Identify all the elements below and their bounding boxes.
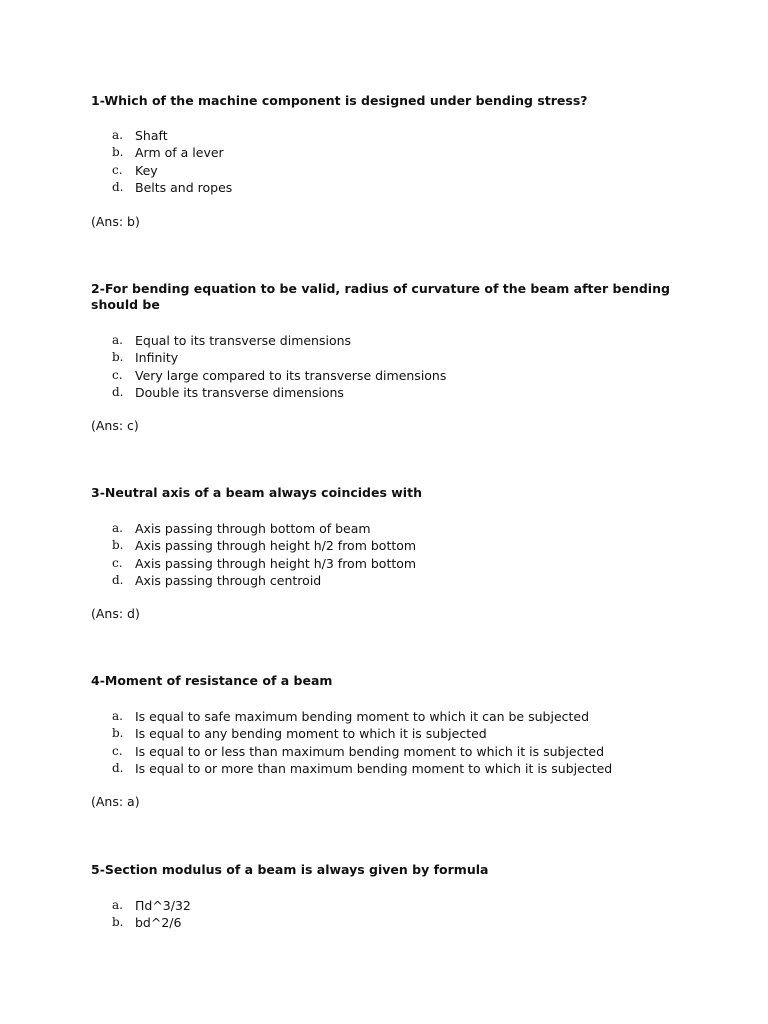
option-letter: a. [112, 128, 123, 142]
answer-text: (Ans: d) [91, 606, 140, 622]
answer-text: (Ans: b) [91, 214, 140, 230]
option-letter: a. [112, 521, 123, 535]
option-letter: a. [112, 898, 123, 912]
option-text: Is equal to any bending moment to which it is subjected [135, 726, 487, 742]
option-text: Belts and ropes [135, 179, 233, 195]
option-letter: d. [112, 179, 124, 194]
option-text: Is equal to or less than maximum bending moment to which it is subjected [135, 743, 605, 759]
option-text: Πd^3/32 [135, 898, 191, 913]
answer-text: (Ans: a) [91, 794, 140, 810]
question-5 [91, 862, 691, 932]
option-letter: c. [112, 555, 123, 570]
option-a [91, 708, 691, 725]
option-letter: d. [112, 384, 124, 399]
question-1 [91, 93, 691, 230]
option-text: Double its transverse dimensions [135, 384, 344, 400]
option-letter: b. [112, 915, 124, 930]
option-text: Axis passing through height h/2 from bottom [135, 538, 417, 554]
option-a [91, 897, 691, 914]
option-text: Axis passing through centroid [135, 572, 322, 588]
option-list [91, 332, 691, 401]
option-text: bd^2/6 [135, 915, 182, 931]
option-b [91, 725, 691, 742]
option-letter: b. [112, 145, 124, 160]
option-b [91, 349, 691, 366]
question-title: 5-Section modulus of a beam is always given by formula [91, 862, 489, 877]
option-c [91, 743, 691, 760]
option-text: Arm of a lever [135, 145, 224, 161]
option-a [91, 332, 691, 349]
option-text: Key [135, 162, 158, 178]
option-list [91, 520, 691, 589]
option-d [91, 760, 691, 777]
question-3 [91, 485, 691, 622]
option-a [91, 520, 691, 537]
option-letter: d. [112, 572, 124, 587]
option-d [91, 572, 691, 589]
option-b [91, 914, 691, 931]
option-d [91, 179, 691, 196]
option-letter: b. [112, 350, 124, 365]
option-text: Shaft [135, 128, 168, 143]
option-letter: d. [112, 760, 124, 775]
option-b [91, 537, 691, 554]
question-title: 1-Which of the machine component is designed under bending stress? [91, 93, 588, 108]
option-b [91, 144, 691, 161]
option-d [91, 384, 691, 401]
option-c [91, 367, 691, 384]
option-letter: b. [112, 538, 124, 553]
option-c [91, 555, 691, 572]
option-text: Very large compared to its transverse dimensions [135, 367, 447, 383]
option-text: Is equal to or more than maximum bending moment to which it is subjected [135, 760, 613, 776]
question-title: 2-For bending equation to be valid, radius of curvature of the beam after bending should be [91, 281, 670, 312]
option-c [91, 162, 691, 179]
question-2 [91, 281, 691, 434]
option-letter: b. [112, 726, 124, 741]
option-letter: a. [112, 709, 123, 723]
question-4 [91, 673, 691, 810]
option-text: Axis passing through bottom of beam [135, 521, 371, 536]
option-list [91, 897, 691, 932]
question-title: 3-Neutral axis of a beam always coincides with [91, 485, 422, 500]
option-text: Equal to its transverse dimensions [135, 333, 352, 348]
question-title: 4-Moment of resistance of a beam [91, 673, 333, 688]
option-letter: c. [112, 367, 123, 382]
option-text: Infinity [135, 350, 179, 366]
option-list [91, 127, 691, 196]
option-a [91, 127, 691, 144]
option-list [91, 708, 691, 777]
answer-text: (Ans: c) [91, 418, 139, 434]
option-letter: a. [112, 333, 123, 347]
option-letter: c. [112, 743, 123, 758]
option-text: Axis passing through height h/3 from bottom [135, 555, 417, 571]
option-text: Is equal to safe maximum bending moment to which it can be subjected [135, 709, 590, 724]
option-letter: c. [112, 162, 123, 177]
